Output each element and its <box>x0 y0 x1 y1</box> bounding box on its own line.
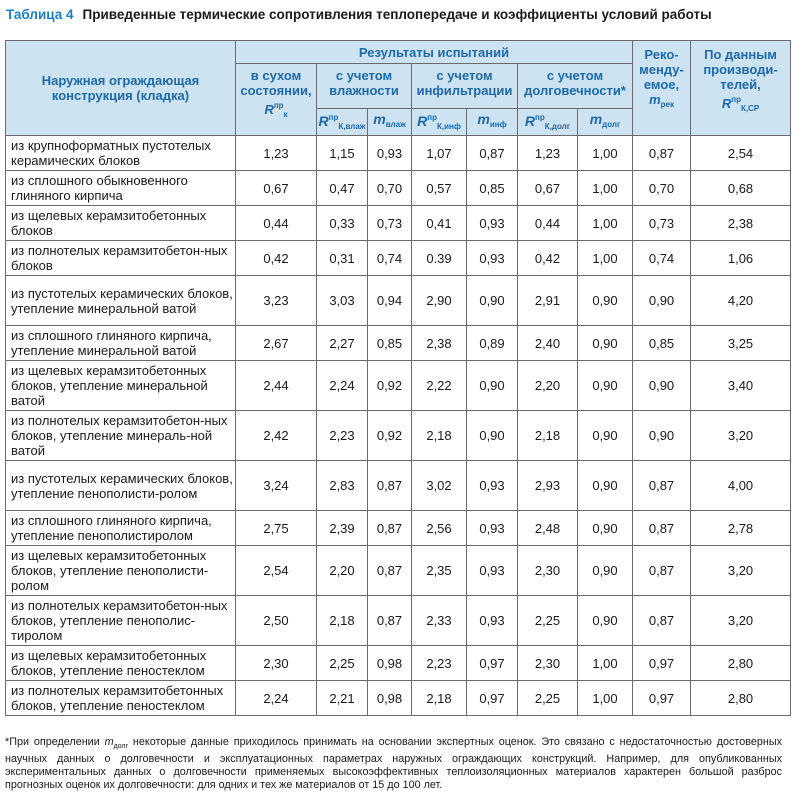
row-value: 0,90 <box>578 546 633 596</box>
row-construction-name: из сплошного глиняного кирпича, утепление пенополистиролом <box>6 511 236 546</box>
row-value: 0,90 <box>633 411 691 461</box>
row-value: 0,87 <box>467 136 518 171</box>
table-row <box>6 361 791 411</box>
header-durability: с учетом долговечности* <box>518 64 633 109</box>
header-r-cp: $R^{пр}_{К,СР}$ <box>721 95 760 113</box>
row-value: 0,90 <box>633 361 691 411</box>
row-construction-name: из полнотелых керамзитобетон-ных блоков, утепление минераль-ной ватой <box>6 411 236 461</box>
row-value: 1,06 <box>691 241 791 276</box>
row-value: 0,85 <box>467 171 518 206</box>
header-infiltration: с учетом инфильтрации <box>412 64 518 109</box>
row-value: 0,85 <box>368 326 412 361</box>
row-value: 0,98 <box>368 681 412 716</box>
row-value: 2,75 <box>236 511 317 546</box>
row-value: 0,97 <box>467 646 518 681</box>
row-value: 0,90 <box>578 361 633 411</box>
table-row <box>6 241 791 276</box>
row-value: 1,00 <box>578 136 633 171</box>
row-value: 0,87 <box>368 511 412 546</box>
row-value: 2,50 <box>236 596 317 646</box>
row-value: 2,25 <box>317 646 368 681</box>
row-value: 3,23 <box>236 276 317 326</box>
header-manufacturer-label: По данным производи-телей, <box>703 47 778 92</box>
row-value: 0,87 <box>368 546 412 596</box>
row-value: 0,33 <box>317 206 368 241</box>
row-value: 0.39 <box>412 241 467 276</box>
row-value: 0,97 <box>467 681 518 716</box>
row-value: 0,90 <box>578 326 633 361</box>
row-value: 2,93 <box>518 461 578 511</box>
row-value: 0,90 <box>467 361 518 411</box>
row-value: 2,25 <box>518 681 578 716</box>
header-humidity: с учетом влажности <box>317 64 412 109</box>
row-value: 0,73 <box>633 206 691 241</box>
row-value: 2,56 <box>412 511 467 546</box>
row-value: 0,90 <box>578 511 633 546</box>
row-value: 2,38 <box>412 326 467 361</box>
footnote-star: *При определении <box>5 736 100 748</box>
row-construction-name: из щелевых керамзитобетонных блоков, утепление пеностеклом <box>6 646 236 681</box>
row-value: 3,20 <box>691 596 791 646</box>
row-value: 1,23 <box>518 136 578 171</box>
row-value: 2,54 <box>691 136 791 171</box>
header-m-dol: $m_{долг}$ <box>578 109 633 136</box>
row-construction-name: из полнотелых керамзитобетон-ных блоков, утепление пенополис-тиролом <box>6 596 236 646</box>
header-dry <box>236 64 317 136</box>
row-value: 2,22 <box>412 361 467 411</box>
row-value: 0,42 <box>236 241 317 276</box>
table-body <box>6 136 791 716</box>
header-test-results: Результаты испытаний <box>236 41 633 64</box>
row-construction-name: из полнотелых керамзитобетонных блоков, утепление пеностеклом <box>6 681 236 716</box>
row-value: 0,70 <box>368 171 412 206</box>
row-value: 2,18 <box>412 411 467 461</box>
row-value: 2,42 <box>236 411 317 461</box>
row-value: 0,92 <box>368 411 412 461</box>
row-value: 0,57 <box>412 171 467 206</box>
row-value: 0,87 <box>633 511 691 546</box>
row-value: 0,87 <box>633 596 691 646</box>
table-row <box>6 511 791 546</box>
footnote <box>5 736 782 792</box>
header-construction: Наружная ограждающая конструкция (кладка) <box>6 41 236 136</box>
row-value: 1,00 <box>578 681 633 716</box>
table-row <box>6 681 791 716</box>
row-value: 2,67 <box>236 326 317 361</box>
row-value: 2,20 <box>317 546 368 596</box>
row-value: 0,93 <box>368 136 412 171</box>
row-value: 2,44 <box>236 361 317 411</box>
row-value: 0,42 <box>518 241 578 276</box>
row-value: 4,00 <box>691 461 791 511</box>
row-value: 1,07 <box>412 136 467 171</box>
row-value: 0,85 <box>633 326 691 361</box>
row-value: 1,00 <box>578 171 633 206</box>
row-value: 2,38 <box>691 206 791 241</box>
row-construction-name: из щелевых керамзитобетонных блоков, утепление пенополисти-ролом <box>6 546 236 596</box>
row-value: 0,97 <box>633 681 691 716</box>
row-value: 2,23 <box>412 646 467 681</box>
row-value: 2,27 <box>317 326 368 361</box>
row-construction-name: из сплошного глиняного кирпича, утепление минеральной ватой <box>6 326 236 361</box>
row-value: 2,21 <box>317 681 368 716</box>
row-value: 0,89 <box>467 326 518 361</box>
row-value: 0,93 <box>467 241 518 276</box>
row-value: 3,25 <box>691 326 791 361</box>
row-value: 1,00 <box>578 241 633 276</box>
row-value: 0,31 <box>317 241 368 276</box>
header-recommended <box>633 41 691 136</box>
table-row <box>6 171 791 206</box>
row-value: 2,83 <box>317 461 368 511</box>
row-value: 2,24 <box>317 361 368 411</box>
row-value: 0,93 <box>467 461 518 511</box>
row-value: 0,87 <box>368 596 412 646</box>
row-value: 2,18 <box>412 681 467 716</box>
footnote-text: некоторые данные приходилось принимать на основании экспертных оценок. Это связано с недостаточностью достоверных научных данных о долговечности и эксплуатационных параметрах наружных ограждающих конструкций. Например, для опубликованных экспериментальных данных о долговечности применяемых высокоэффективных теплоизоляционных материалов характерен большой разброс прогнозных оценок их долговечности: для одних и тех же материалов от 15 до 100 лет. <box>5 736 783 791</box>
header-recommended-label: Реко-менду-емое, <box>639 47 684 92</box>
row-value: 0,94 <box>368 276 412 326</box>
row-value: 0,98 <box>368 646 412 681</box>
row-value: 2,23 <box>317 411 368 461</box>
table-row <box>6 461 791 511</box>
row-value: 0,93 <box>467 596 518 646</box>
row-construction-name: из щелевых керамзитобетонных блоков <box>6 206 236 241</box>
row-value: 0,67 <box>518 171 578 206</box>
row-value: 0,90 <box>467 411 518 461</box>
row-value: 0,74 <box>633 241 691 276</box>
header-m-rec: $m_{рек}$ <box>649 92 674 109</box>
header-r-inf: $R^{пр}_{К,инф}$ <box>412 109 467 136</box>
row-value: 0,44 <box>518 206 578 241</box>
row-value: 0,41 <box>412 206 467 241</box>
row-value: 1,00 <box>578 206 633 241</box>
row-value: 2,48 <box>518 511 578 546</box>
table-row <box>6 411 791 461</box>
row-value: 0,87 <box>633 136 691 171</box>
row-value: 0,90 <box>633 276 691 326</box>
header-manufacturer <box>691 41 791 136</box>
row-value: 1,15 <box>317 136 368 171</box>
row-value: 0,90 <box>578 276 633 326</box>
row-value: 0,90 <box>467 276 518 326</box>
table-title: Приведенные термические сопротивления теплопередаче и коэффициенты условий работы <box>82 7 712 22</box>
table-row <box>6 546 791 596</box>
table-row <box>6 206 791 241</box>
row-value: 2,80 <box>691 681 791 716</box>
row-value: 0,93 <box>467 546 518 596</box>
row-value: 0,87 <box>633 546 691 596</box>
row-value: 2,18 <box>518 411 578 461</box>
row-value: 0,73 <box>368 206 412 241</box>
header-m-inf: $m_{инф}$ <box>467 109 518 136</box>
row-value: 0,93 <box>467 511 518 546</box>
row-construction-name: из щелевых керамзитобетонных блоков, утепление минеральной ватой <box>6 361 236 411</box>
row-value: 2,54 <box>236 546 317 596</box>
row-value: 2,18 <box>317 596 368 646</box>
row-value: 2,24 <box>236 681 317 716</box>
header-r-k: $R^{пр}_к$ <box>264 101 288 119</box>
row-value: 0,97 <box>633 646 691 681</box>
table-row <box>6 596 791 646</box>
row-value: 0,90 <box>578 411 633 461</box>
table-caption <box>6 7 712 29</box>
row-value: 1,00 <box>578 646 633 681</box>
row-construction-name: из пустотелых керамических блоков, утепление пенополисти-ролом <box>6 461 236 511</box>
row-value: 2,91 <box>518 276 578 326</box>
table-row <box>6 276 791 326</box>
header-m-hum: $m_{влаж}$ <box>368 109 412 136</box>
row-value: 2,80 <box>691 646 791 681</box>
row-value: 2,30 <box>518 546 578 596</box>
row-value: 0,87 <box>368 461 412 511</box>
row-value: 0,70 <box>633 171 691 206</box>
row-construction-name: из сплошного обыкновенного глиняного кирпича <box>6 171 236 206</box>
row-value: 0,93 <box>467 206 518 241</box>
row-value: 0,44 <box>236 206 317 241</box>
row-value: 2,30 <box>236 646 317 681</box>
row-value: 2,40 <box>518 326 578 361</box>
row-value: 0,74 <box>368 241 412 276</box>
row-value: 2,25 <box>518 596 578 646</box>
table-row <box>6 136 791 171</box>
row-value: 2,78 <box>691 511 791 546</box>
footnote-symbol: $m_{долг}$ <box>104 736 129 750</box>
header-dry-label: в сухом состоянии, <box>240 68 312 98</box>
table-row <box>6 646 791 681</box>
row-value: 3,40 <box>691 361 791 411</box>
row-value: 2,90 <box>412 276 467 326</box>
row-value: 0,90 <box>578 461 633 511</box>
row-value: 2,33 <box>412 596 467 646</box>
row-value: 3,20 <box>691 411 791 461</box>
row-value: 2,30 <box>518 646 578 681</box>
row-value: 3,03 <box>317 276 368 326</box>
row-value: 1,23 <box>236 136 317 171</box>
row-value: 0,47 <box>317 171 368 206</box>
row-value: 0,87 <box>633 461 691 511</box>
table-row <box>6 326 791 361</box>
row-value: 2,20 <box>518 361 578 411</box>
row-construction-name: из пустотелых керамических блоков, утепление минеральной ватой <box>6 276 236 326</box>
row-value: 3,24 <box>236 461 317 511</box>
row-value: 0,67 <box>236 171 317 206</box>
row-value: 0,68 <box>691 171 791 206</box>
row-construction-name: из крупноформатных пустотелых керамических блоков <box>6 136 236 171</box>
row-construction-name: из полнотелых керамзитобетон-ных блоков <box>6 241 236 276</box>
row-value: 0,90 <box>578 596 633 646</box>
header-r-dol: $R^{пр}_{К,долг}$ <box>518 109 578 136</box>
table-number: Таблица 4 <box>6 7 74 22</box>
row-value: 0,92 <box>368 361 412 411</box>
row-value: 2,35 <box>412 546 467 596</box>
header-r-hum: $R^{пр}_{К,влаж}$ <box>317 109 368 136</box>
results-table <box>5 40 791 716</box>
row-value: 3,02 <box>412 461 467 511</box>
row-value: 2,39 <box>317 511 368 546</box>
row-value: 3,20 <box>691 546 791 596</box>
row-value: 4,20 <box>691 276 791 326</box>
